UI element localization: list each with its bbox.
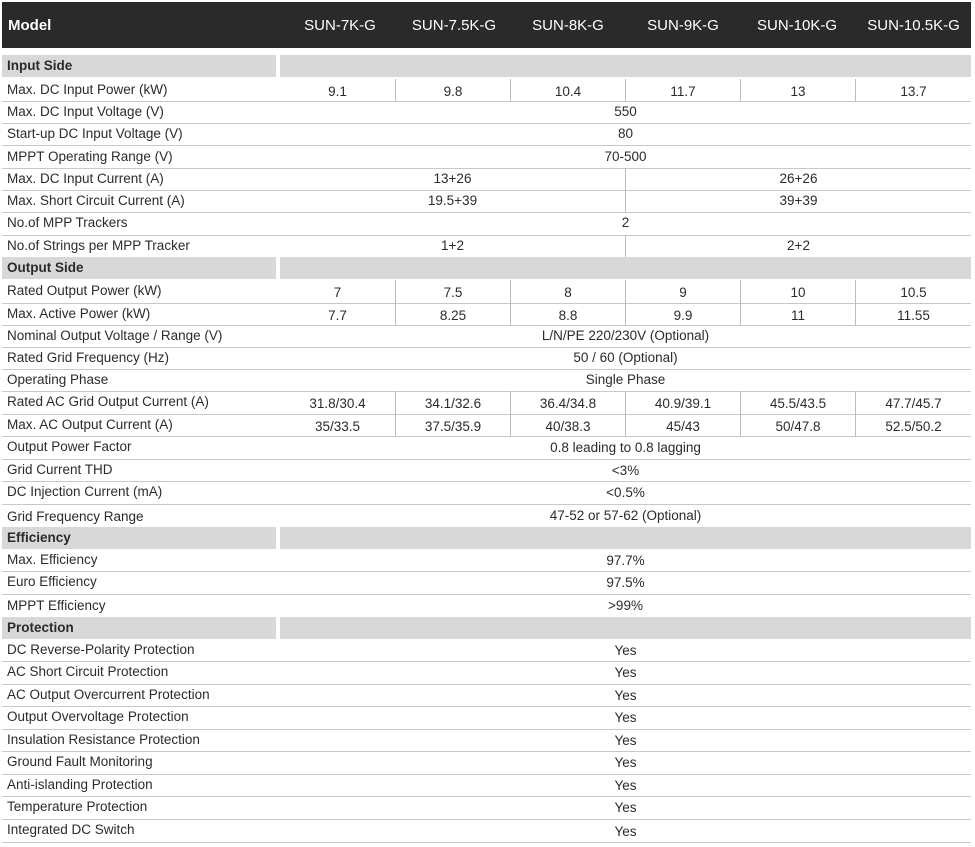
table-row (2, 123, 971, 146)
cell: 40/38.3 (510, 414, 625, 436)
row-label: Operating Phase (7, 372, 109, 387)
cell: 8 (510, 280, 625, 303)
table-row (2, 168, 971, 191)
cell: <0.5% (606, 485, 645, 500)
cell: 39+39 (625, 190, 971, 212)
cell: 45.5/43.5 (740, 391, 855, 414)
table-row (2, 684, 971, 707)
table-row (2, 369, 971, 392)
table-row (2, 436, 971, 460)
row-label: AC Output Overcurrent Protection (7, 687, 210, 702)
table-row (2, 549, 971, 572)
row-label: MPPT Operating Range (V) (7, 149, 173, 164)
cell: 9 (625, 280, 740, 303)
table-row (2, 146, 971, 169)
table-row (2, 481, 971, 505)
cell: Yes (614, 824, 637, 839)
cell: 8.8 (510, 303, 625, 325)
cell: Yes (614, 755, 637, 770)
cell: 97.5% (606, 575, 645, 590)
section-input-bar (280, 55, 971, 77)
row-label: Output Power Factor (7, 439, 132, 454)
cell: 2 (621, 215, 630, 230)
cell: 10.4 (510, 79, 625, 101)
cell: 50 / 60 (Optional) (573, 350, 678, 365)
row-label: Max. AC Output Current (A) (7, 417, 173, 432)
row-label: MPPT Efficiency (7, 598, 106, 613)
section-input: Input Side (2, 55, 276, 77)
cell: Yes (614, 710, 637, 725)
cell: 7.5 (395, 280, 510, 303)
section-protection: Protection (2, 617, 276, 639)
cell: Yes (614, 688, 637, 703)
cell: 11 (740, 303, 855, 325)
section-efficiency-bar (280, 527, 971, 549)
row-label: Euro Efficiency (7, 574, 97, 589)
cell: <3% (611, 463, 640, 478)
table-row (2, 347, 971, 370)
row-label: Max. Efficiency (7, 552, 98, 567)
table-row (2, 504, 971, 527)
table-row (2, 594, 971, 616)
table-row (2, 79, 971, 102)
table-row (2, 459, 971, 482)
cell: Yes (614, 665, 637, 680)
model-label: Model (8, 17, 52, 34)
cell: 47.7/45.7 (855, 391, 971, 414)
table-row (2, 303, 971, 326)
table-row (2, 212, 971, 236)
cell: Yes (614, 733, 637, 748)
row-label: Integrated DC Switch (7, 822, 135, 837)
cell: Yes (614, 800, 637, 815)
table-row (2, 280, 971, 304)
model-col-3: SUN-8K-G (532, 17, 604, 34)
table-row (2, 751, 971, 775)
cell: 11.7 (625, 79, 740, 101)
row-label: Max. DC Input Voltage (V) (7, 104, 164, 119)
row-label: No.of Strings per MPP Tracker (7, 238, 190, 253)
cell: 8.25 (395, 303, 510, 325)
row-label: Start-up DC Input Voltage (V) (7, 126, 183, 141)
row-label: Insulation Resistance Protection (7, 732, 200, 747)
model-col-1: SUN-7K-G (304, 17, 376, 34)
table-row (2, 235, 971, 257)
cell: L/N/PE 220/230V (Optional) (541, 328, 710, 343)
cell: 550 (614, 104, 637, 119)
row-label: Max. DC Input Current (A) (7, 171, 164, 186)
row-label: Ground Fault Monitoring (7, 754, 153, 769)
cell: 97.7% (606, 553, 645, 568)
row-label: No.of MPP Trackers (7, 215, 128, 230)
row-label: Grid Frequency Range (7, 509, 144, 524)
cell: >99% (608, 598, 643, 613)
row-label: DC Injection Current (mA) (7, 484, 163, 499)
cell: 1+2 (441, 238, 464, 253)
cell: 9.9 (625, 303, 740, 325)
cell: 34.1/32.6 (395, 391, 510, 414)
table-row (2, 571, 971, 595)
cell: 13.7 (855, 79, 971, 101)
model-col-5: SUN-10K-G (756, 17, 838, 34)
cell: 52.5/50.2 (855, 414, 971, 436)
model-col-6: SUN-10.5K-G (867, 17, 960, 34)
cell: 50/47.8 (740, 414, 855, 436)
table-row (2, 325, 971, 348)
cell: 10 (740, 280, 855, 303)
row-label: Anti-islanding Protection (7, 777, 153, 792)
cell: 31.8/30.4 (309, 396, 366, 411)
cell: 19.5+39 (427, 193, 478, 208)
table-row (2, 819, 971, 843)
row-label: AC Short Circuit Protection (7, 664, 169, 679)
section-output: Output Side (2, 257, 276, 279)
cell: Single Phase (585, 372, 666, 387)
row-label: DC Reverse-Polarity Protection (7, 642, 195, 657)
cell: 47-52 or 57-62 (Optional) (549, 508, 702, 523)
row-label: Max. Active Power (kW) (7, 306, 151, 321)
row-label: Temperature Protection (7, 799, 148, 814)
row-label: Output Overvoltage Protection (7, 709, 189, 724)
model-col-4: SUN-9K-G (647, 17, 719, 34)
cell: 36.4/34.8 (510, 391, 625, 414)
section-efficiency: Efficiency (2, 527, 276, 549)
cell: 13+26 (433, 171, 472, 186)
table-row (2, 414, 971, 437)
row-label: Max. Short Circuit Current (A) (7, 193, 185, 208)
cell: 80 (617, 126, 634, 141)
cell: Yes (614, 643, 637, 658)
table-row (2, 639, 971, 662)
section-output-bar (280, 257, 971, 279)
cell: 7.7 (328, 308, 347, 323)
table-row (2, 774, 971, 797)
table-row (2, 706, 971, 730)
table-row (2, 101, 971, 124)
table-header (2, 2, 971, 48)
cell: 7 (333, 285, 342, 300)
row-label: Rated Grid Frequency (Hz) (7, 350, 170, 365)
cell: 0.8 leading to 0.8 lagging (550, 440, 701, 455)
cell: 26+26 (625, 168, 971, 190)
table-row (2, 391, 971, 415)
cell: 37.5/35.9 (395, 414, 510, 436)
cell: Yes (614, 778, 637, 793)
cell: 40.9/39.1 (625, 391, 740, 414)
row-label: Nominal Output Voltage / Range (V) (7, 328, 223, 343)
row-label: Grid Current THD (7, 462, 113, 477)
cell: 2+2 (625, 235, 971, 257)
table-row (2, 190, 971, 213)
cell: 10.5 (855, 280, 971, 303)
model-col-2: SUN-7.5K-G (411, 17, 497, 34)
cell: 70-500 (604, 149, 647, 164)
cell: 9.1 (328, 84, 347, 99)
cell: 9.8 (395, 79, 510, 101)
row-label: Rated AC Grid Output Current (A) (7, 394, 209, 409)
section-protection-bar (280, 617, 971, 639)
cell: 13 (740, 79, 855, 101)
cell: 35/33.5 (314, 419, 361, 434)
table-row (2, 796, 971, 820)
row-label: Max. DC Input Power (kW) (7, 82, 168, 97)
table-row (2, 661, 971, 685)
table-row (2, 729, 971, 752)
cell: 45/43 (625, 414, 740, 436)
row-label: Rated Output Power (kW) (7, 283, 162, 298)
cell: 11.55 (855, 303, 971, 325)
